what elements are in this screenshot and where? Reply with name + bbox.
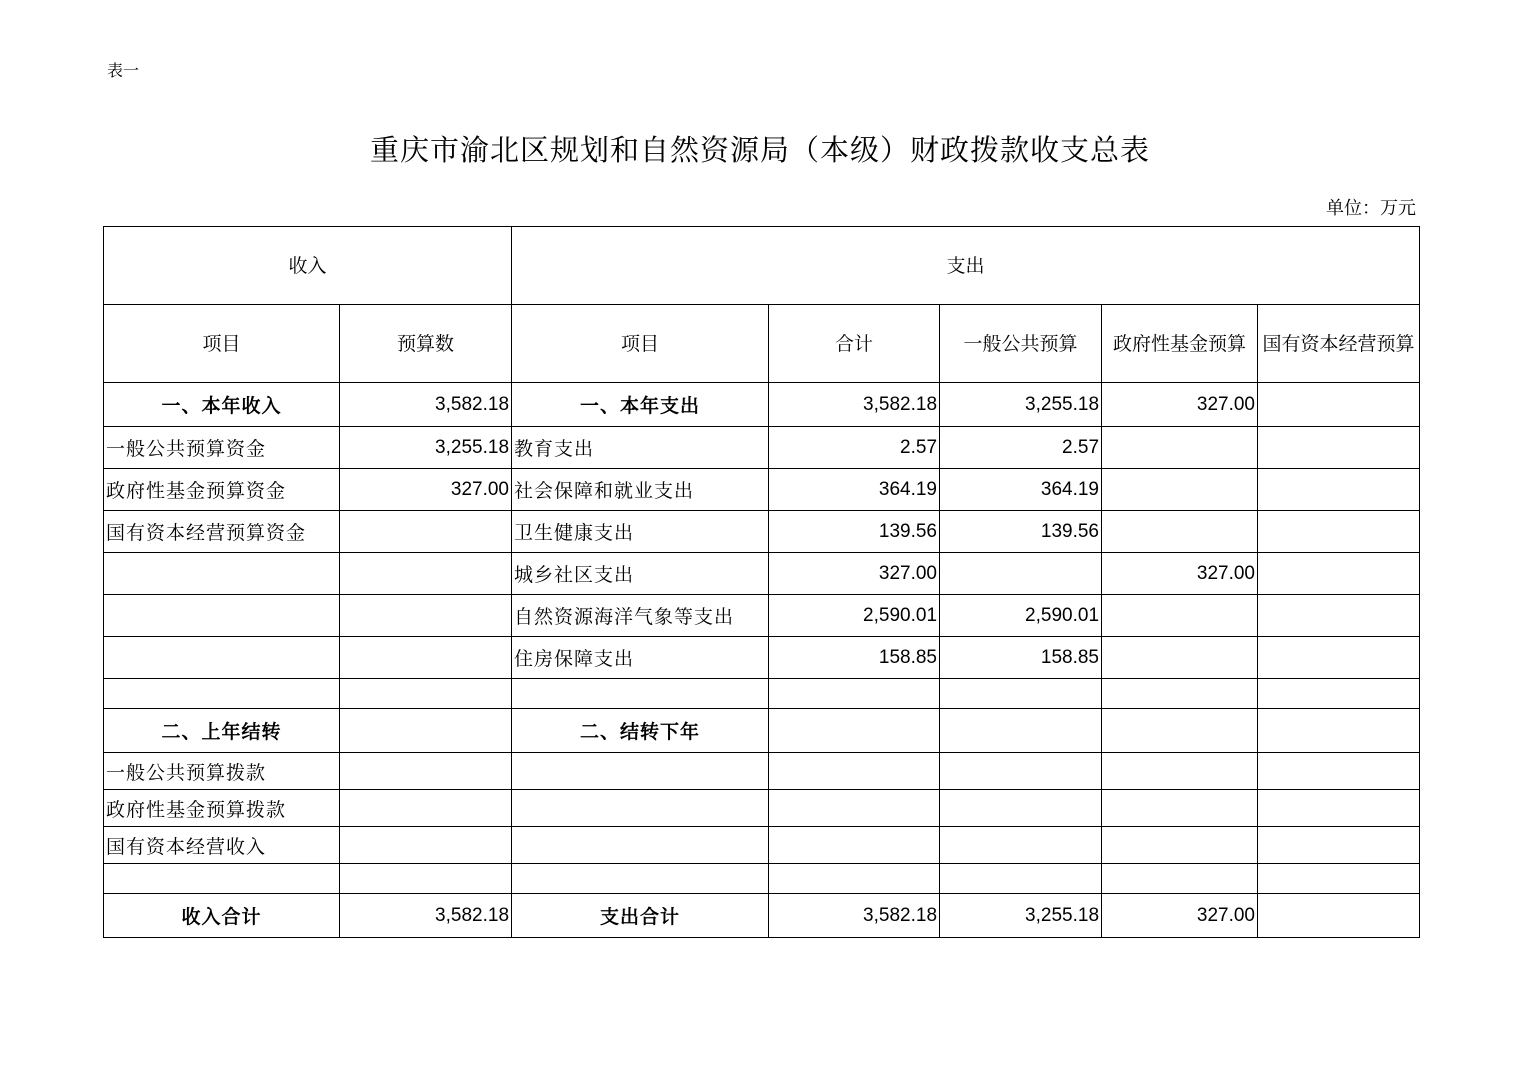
table-row [104,553,1420,595]
state-capital-cell [1258,595,1420,637]
expense-total-cell: 3,582.18 [769,894,940,938]
income-item-cell: 政府性基金预算资金 [104,469,340,511]
income-item-cell: 国有资本经营预算资金 [104,511,340,553]
income-item-cell: 一、本年收入 [104,383,340,427]
gov-fund-cell [1102,679,1258,709]
general-public-cell [940,864,1102,894]
state-capital-cell [1258,469,1420,511]
general-public-cell: 2.57 [940,427,1102,469]
gov-fund-cell: 327.00 [1102,553,1258,595]
income-item-cell: 收入合计 [104,894,340,938]
expense-item-cell: 卫生健康支出 [512,511,769,553]
gov-fund-cell [1102,827,1258,864]
state-capital-cell [1258,637,1420,679]
income-item-cell: 政府性基金预算拨款 [104,790,340,827]
general-public-cell [940,553,1102,595]
state-capital-cell [1258,427,1420,469]
unit-label: 单位：万元 [1326,198,1416,219]
expense-item-cell [512,753,769,790]
general-public-cell: 3,255.18 [940,383,1102,427]
income-budget-cell [340,595,512,637]
expense-item-cell: 城乡社区支出 [512,553,769,595]
expense-total-cell [769,679,940,709]
expense-total-cell [769,753,940,790]
state-capital-cell [1258,679,1420,709]
section-row [104,894,1420,938]
expense-item-cell [512,790,769,827]
expense-item-cell: 一、本年支出 [512,383,769,427]
income-item-cell: 二、上年结转 [104,709,340,753]
gov-fund-cell: 327.00 [1102,383,1258,427]
expense-total-cell: 3,582.18 [769,383,940,427]
general-public-cell: 364.19 [940,469,1102,511]
expense-item-cell: 自然资源海洋气象等支出 [512,595,769,637]
page-title: 重庆市渝北区规划和自然资源局（本级）财政拨款收支总表 [369,133,1150,167]
state-capital-cell [1258,827,1420,864]
expense-total-cell: 364.19 [769,469,940,511]
income-item-cell [104,637,340,679]
expense-total-cell: 2.57 [769,427,940,469]
section-row [104,709,1420,753]
state-capital-cell [1258,790,1420,827]
expense-total-cell [769,827,940,864]
table-row [104,511,1420,553]
table-row [104,753,1420,790]
income-budget-cell: 3,255.18 [340,427,512,469]
gov-fund-cell [1102,427,1258,469]
expense-total-header: 合计 [769,305,940,383]
general-public-cell: 139.56 [940,511,1102,553]
general-public-cell [940,709,1102,753]
income-item-cell [104,595,340,637]
table-row [104,864,1420,894]
income-item-cell [104,553,340,595]
income-budget-cell: 327.00 [340,469,512,511]
section-row [104,383,1420,427]
gov-fund-cell [1102,753,1258,790]
income-budget-cell [340,553,512,595]
expense-item-cell: 支出合计 [512,894,769,938]
income-budget-cell [340,511,512,553]
table-row [104,827,1420,864]
state-capital-cell [1258,894,1420,938]
expense-item-cell: 住房保障支出 [512,637,769,679]
gov-fund-cell [1102,595,1258,637]
income-budget-cell [340,864,512,894]
income-budget-header: 预算数 [340,305,512,383]
gov-fund-cell [1102,511,1258,553]
general-public-cell [940,679,1102,709]
expense-item-cell [512,864,769,894]
expense-group-header: 支出 [512,227,1420,305]
group-header-row [104,227,1420,305]
table-row [104,790,1420,827]
expense-total-cell: 139.56 [769,511,940,553]
income-budget-cell [340,637,512,679]
expense-item-cell: 教育支出 [512,427,769,469]
expense-total-cell: 327.00 [769,553,940,595]
gov-fund-cell: 327.00 [1102,894,1258,938]
expense-total-cell [769,790,940,827]
income-item-cell: 国有资本经营收入 [104,827,340,864]
column-header-row [104,305,1420,383]
income-budget-cell [340,709,512,753]
expense-item-cell [512,679,769,709]
general-public-cell: 158.85 [940,637,1102,679]
expense-item-cell: 社会保障和就业支出 [512,469,769,511]
expense-item-cell: 二、结转下年 [512,709,769,753]
general-public-header: 一般公共预算 [940,305,1102,383]
gov-fund-header: 政府性基金预算 [1102,305,1258,383]
general-public-cell [940,827,1102,864]
table-row [104,427,1420,469]
general-public-cell [940,753,1102,790]
expense-total-cell [769,864,940,894]
budget-summary-table [103,226,1420,938]
income-budget-cell [340,790,512,827]
gov-fund-cell [1102,864,1258,894]
expense-total-cell [769,709,940,753]
income-budget-cell [340,679,512,709]
income-budget-cell: 3,582.18 [340,894,512,938]
state-capital-cell [1258,553,1420,595]
expense-total-cell: 2,590.01 [769,595,940,637]
table-row [104,595,1420,637]
expense-item-header: 项目 [512,305,769,383]
gov-fund-cell [1102,637,1258,679]
state-capital-cell [1258,864,1420,894]
state-capital-cell [1258,709,1420,753]
income-budget-cell [340,827,512,864]
general-public-cell [940,790,1102,827]
general-public-cell: 2,590.01 [940,595,1102,637]
income-budget-cell: 3,582.18 [340,383,512,427]
general-public-cell: 3,255.18 [940,894,1102,938]
expense-item-cell [512,827,769,864]
table-row [104,679,1420,709]
state-capital-cell [1258,753,1420,790]
state-capital-header: 国有资本经营预算 [1258,305,1420,383]
state-capital-cell [1258,511,1420,553]
income-item-cell: 一般公共预算拨款 [104,753,340,790]
expense-total-cell: 158.85 [769,637,940,679]
table-number-label: 表一 [107,61,140,80]
table-row [104,637,1420,679]
income-item-cell: 一般公共预算资金 [104,427,340,469]
gov-fund-cell [1102,790,1258,827]
income-budget-cell [340,753,512,790]
gov-fund-cell [1102,709,1258,753]
state-capital-cell [1258,383,1420,427]
income-item-header: 项目 [104,305,340,383]
table-row [104,469,1420,511]
income-group-header: 收入 [104,227,512,305]
income-item-cell [104,864,340,894]
income-item-cell [104,679,340,709]
gov-fund-cell [1102,469,1258,511]
